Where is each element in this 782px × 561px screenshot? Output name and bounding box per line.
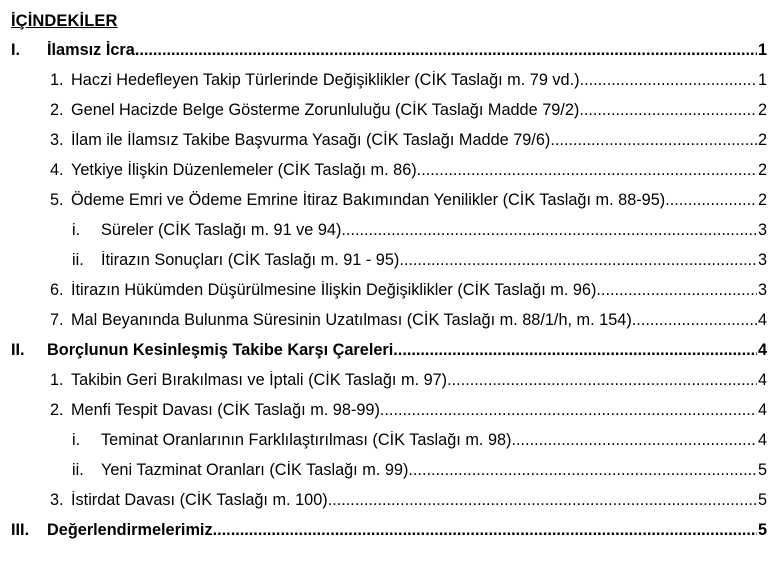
toc-entry-number: III. bbox=[11, 521, 30, 539]
toc-entry[interactable] bbox=[50, 491, 767, 513]
toc-entry[interactable] bbox=[11, 41, 767, 63]
dot-leader bbox=[213, 521, 757, 540]
toc-entry-number: ii. bbox=[72, 251, 84, 269]
toc-title: İÇİNDEKİLER bbox=[11, 12, 118, 30]
toc-entry[interactable] bbox=[72, 251, 767, 273]
toc-entry[interactable] bbox=[72, 221, 767, 243]
toc-entry-number: II. bbox=[11, 341, 25, 359]
toc-entry-page: 2 bbox=[757, 131, 767, 149]
toc-entry[interactable] bbox=[11, 521, 767, 543]
toc-entry-page: 4 bbox=[757, 371, 767, 389]
toc-entry-number: i. bbox=[72, 431, 81, 449]
toc-entry-text: Takibin Geri Bırakılması ve İptali (CİK Taslağı m. 97) bbox=[71, 371, 448, 389]
toc-entry[interactable] bbox=[50, 281, 767, 303]
toc-entry-page: 5 bbox=[757, 491, 767, 509]
toc-entry[interactable] bbox=[50, 71, 767, 93]
toc-entry[interactable] bbox=[50, 101, 767, 123]
toc-entry-page: 4 bbox=[757, 431, 767, 449]
dot-leader bbox=[579, 101, 757, 120]
toc-entry-text: İtirazın Sonuçları (CİK Taslağı m. 91 - 95) bbox=[101, 251, 400, 269]
toc-entry-number: 3. bbox=[50, 491, 64, 509]
dot-leader bbox=[393, 341, 757, 360]
toc-entry-number: 2. bbox=[50, 401, 64, 419]
toc-entry-text: Genel Hacizde Belge Gösterme Zorunluluğu (CİK Taslağı Madde 79/2) bbox=[71, 101, 580, 119]
toc-entry-page: 5 bbox=[757, 461, 767, 479]
toc-entry[interactable] bbox=[72, 431, 767, 453]
toc-entry-page: 3 bbox=[757, 221, 767, 239]
toc-entry[interactable] bbox=[72, 461, 767, 483]
toc-entry-page: 2 bbox=[757, 191, 767, 209]
toc-entry-number: 1. bbox=[50, 71, 64, 89]
dot-leader bbox=[550, 131, 757, 150]
dot-leader bbox=[328, 491, 757, 510]
toc-entry-number: 5. bbox=[50, 191, 64, 209]
toc-entry-page: 3 bbox=[757, 251, 767, 269]
toc-entry-page: 5 bbox=[757, 521, 767, 539]
toc-entry-text: Yetkiye İlişkin Düzenlemeler (CİK Taslağı m. 86) bbox=[71, 161, 417, 179]
toc-entry[interactable] bbox=[50, 401, 767, 423]
toc-entry-number: 4. bbox=[50, 161, 64, 179]
toc-entry-text: İlam ile İlamsız Takibe Başvurma Yasağı (CİK Taslağı Madde 79/6) bbox=[71, 131, 551, 149]
dot-leader bbox=[135, 41, 757, 60]
toc-entry-text: Değerlendirmelerimiz bbox=[47, 521, 213, 539]
toc-entry-page: 1 bbox=[757, 41, 767, 59]
toc-entry-number: I. bbox=[11, 41, 21, 59]
toc-entry-number: 1. bbox=[50, 371, 64, 389]
dot-leader bbox=[447, 371, 757, 390]
toc-entry-number: ii. bbox=[72, 461, 84, 479]
dot-leader bbox=[580, 71, 757, 90]
dot-leader bbox=[665, 191, 757, 210]
toc-entry-page: 3 bbox=[757, 281, 767, 299]
toc-entry[interactable] bbox=[50, 371, 767, 393]
toc-entry-text: Ödeme Emri ve Ödeme Emrine İtiraz Bakımından Yenilikler (CİK Taslağı m. 88-95) bbox=[71, 191, 666, 209]
toc-entry-page: 2 bbox=[757, 101, 767, 119]
dot-leader bbox=[408, 461, 757, 480]
toc-entry-text: Yeni Tazminat Oranları (CİK Taslağı m. 99) bbox=[101, 461, 409, 479]
toc-entry-number: 2. bbox=[50, 101, 64, 119]
toc-entry-page: 4 bbox=[757, 341, 767, 359]
dot-leader bbox=[399, 251, 757, 270]
toc-entry-text: İstirdat Davası (CİK Taslağı m. 100) bbox=[71, 491, 328, 509]
toc-entry-page: 1 bbox=[757, 71, 767, 89]
dot-leader bbox=[417, 161, 757, 180]
toc-entry-text: Teminat Oranlarının Farklılaştırılması (CİK Taslağı m. 98) bbox=[101, 431, 512, 449]
toc-entry[interactable] bbox=[11, 341, 767, 363]
toc-entry-text: İtirazın Hükümden Düşürülmesine İlişkin Değişiklikler (CİK Taslağı m. 96) bbox=[71, 281, 597, 299]
dot-leader bbox=[341, 221, 757, 240]
dot-leader bbox=[596, 281, 757, 300]
dot-leader bbox=[511, 431, 756, 450]
toc-entry-text: Menfi Tespit Davası (CİK Taslağı m. 98-99) bbox=[71, 401, 380, 419]
toc-entry-number: 7. bbox=[50, 311, 64, 329]
toc-entry-text: Süreler (CİK Taslağı m. 91 ve 94) bbox=[101, 221, 342, 239]
toc-entry-number: 6. bbox=[50, 281, 64, 299]
toc-entry[interactable] bbox=[50, 161, 767, 183]
toc-entry[interactable] bbox=[50, 311, 767, 333]
toc-entry-page: 2 bbox=[757, 161, 767, 179]
toc-entry-page: 4 bbox=[757, 311, 767, 329]
toc-entry-number: i. bbox=[72, 221, 81, 239]
toc-entry[interactable] bbox=[50, 191, 767, 213]
dot-leader bbox=[632, 311, 757, 330]
toc-entry[interactable] bbox=[50, 131, 767, 153]
toc-entry-text: Mal Beyanında Bulunma Süresinin Uzatılması (CİK Taslağı m. 88/1/h, m. 154) bbox=[71, 311, 632, 329]
toc-entry-text: Haczi Hedefleyen Takip Türlerinde Değişiklikler (CİK Taslağı m. 79 vd.) bbox=[71, 71, 580, 89]
toc-entry-page: 4 bbox=[757, 401, 767, 419]
toc-entry-number: 3. bbox=[50, 131, 64, 149]
toc-entry-text: İlamsız İcra bbox=[47, 41, 135, 59]
toc-entry-text: Borçlunun Kesinleşmiş Takibe Karşı Çareleri bbox=[47, 341, 394, 359]
dot-leader bbox=[380, 401, 757, 420]
